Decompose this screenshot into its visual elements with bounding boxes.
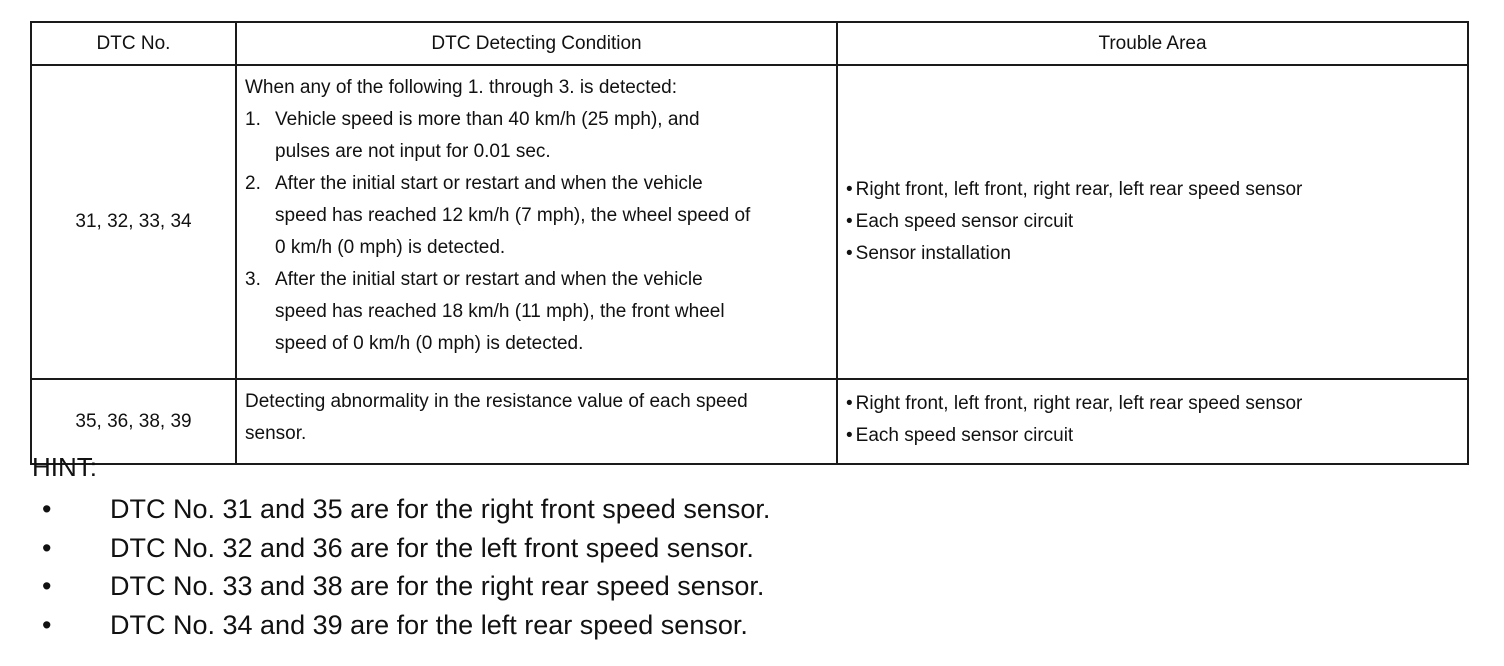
condition-intro: When any of the following 1. through 3. is detected: <box>245 77 677 98</box>
condition-item-text <box>275 168 750 264</box>
condition-line: 0 km/h (0 mph) is detected. <box>275 237 506 258</box>
hint-item <box>32 490 770 529</box>
hint-title: HINT: <box>32 452 97 482</box>
dtc-number-cell: 35, 36, 38, 39 <box>31 379 236 464</box>
condition-item <box>245 104 828 168</box>
condition-line: sensor. <box>245 423 307 444</box>
condition-item-number: 2. <box>245 173 261 194</box>
dtc-table <box>30 21 1469 465</box>
hint-item <box>32 529 770 568</box>
bullet-icon: • <box>42 571 52 601</box>
bullet-icon: • <box>42 532 52 563</box>
hint-item <box>32 606 770 645</box>
dtc-number-cell: 31, 32, 33, 34 <box>31 65 236 379</box>
condition-line: After the initial start or restart and when the vehicle <box>275 173 703 194</box>
header-dtc-no: DTC No. <box>31 22 236 65</box>
trouble-area-item: • Sensor installation <box>846 238 1459 270</box>
table-header-row <box>31 22 1468 65</box>
hint-list <box>32 490 770 644</box>
trouble-area-cell <box>837 379 1468 464</box>
hint-item-text: DTC No. 32 and 36 are for the left front speed sensor. <box>110 532 754 563</box>
condition-line: pulses are not input for 0.01 sec. <box>275 141 551 162</box>
condition-item-text <box>275 104 700 168</box>
hint-item-text: DTC No. 31 and 35 are for the right front speed sensor. <box>110 494 771 524</box>
trouble-area-item: • Right front, left front, right rear, left rear speed sensor <box>846 388 1459 420</box>
condition-line: speed has reached 12 km/h (7 mph), the wheel speed of <box>275 205 751 226</box>
condition-line: speed of 0 km/h (0 mph) is detected. <box>275 333 584 354</box>
condition-line: Detecting abnormality in the resistance value of each speed <box>245 391 748 412</box>
condition-item <box>245 264 828 360</box>
table-row <box>31 65 1468 379</box>
trouble-area-item: • Each speed sensor circuit <box>846 206 1459 238</box>
hint-section <box>32 450 770 644</box>
bullet-icon: • <box>42 494 52 524</box>
condition-item-text <box>275 264 725 360</box>
trouble-area-item: • Right front, left front, right rear, left rear speed sensor <box>846 174 1459 206</box>
condition-line: After the initial start or restart and when the vehicle <box>275 269 703 290</box>
hint-item <box>32 567 770 606</box>
condition-item-number: 3. <box>245 269 261 290</box>
condition-item-number: 1. <box>245 109 261 130</box>
condition-cell <box>236 65 837 379</box>
condition-item <box>245 168 828 264</box>
header-trouble-area: Trouble Area <box>837 22 1468 65</box>
condition-line: speed has reached 18 km/h (11 mph), the front wheel <box>275 301 725 322</box>
trouble-area-item: • Each speed sensor circuit <box>846 420 1459 452</box>
hint-item-text: DTC No. 33 and 38 are for the right rear speed sensor. <box>110 571 765 601</box>
hint-item-text: DTC No. 34 and 39 are for the left rear speed sensor. <box>110 609 748 640</box>
header-detecting-condition: DTC Detecting Condition <box>236 22 837 65</box>
bullet-icon: • <box>42 609 52 640</box>
condition-line: Vehicle speed is more than 40 km/h (25 mph), and <box>275 109 700 130</box>
trouble-area-cell <box>837 65 1468 379</box>
